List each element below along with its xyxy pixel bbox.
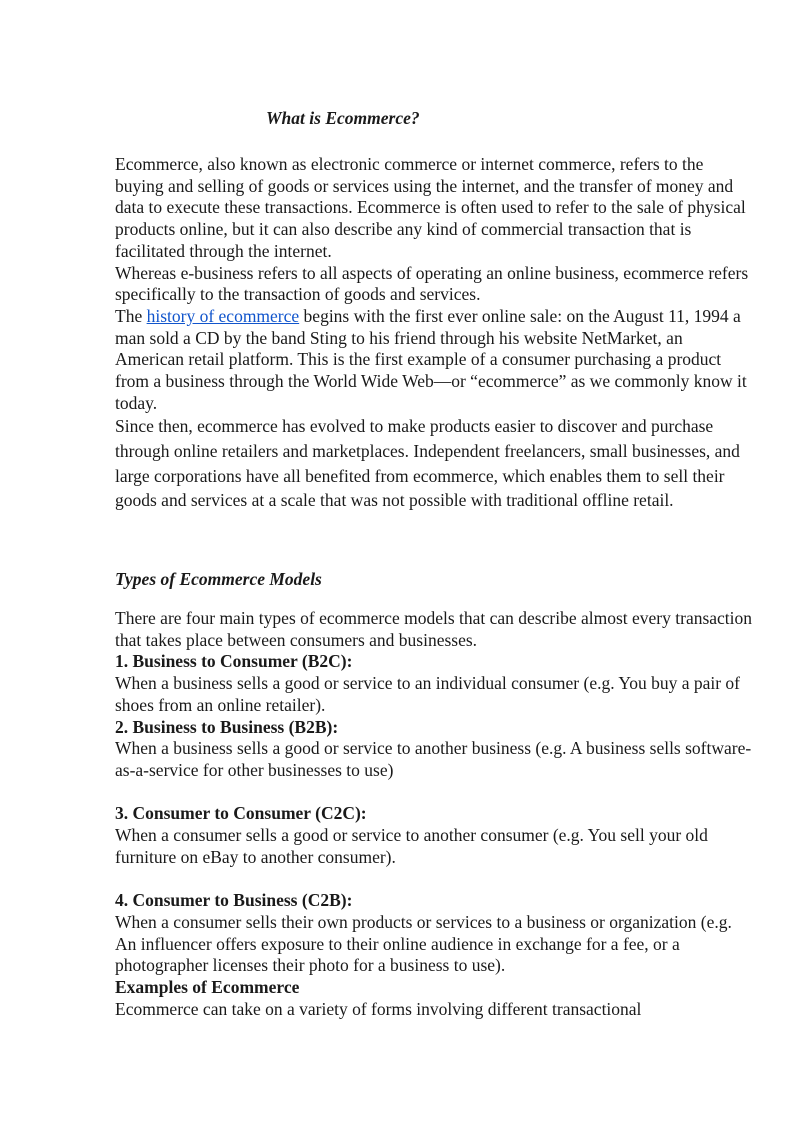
types-section xyxy=(115,608,755,1020)
intro-paragraph-1: Ecommerce, also known as electronic commerce or internet commerce, refers to the buying and selling of goods or services using the internet, and the transfer of money and data to execute these transactions. Ecommerce is often used to refer to the sale of physical products online, but it can also describe any kind of commercial transaction that is facilitated through the internet. xyxy=(115,154,746,261)
intro-paragraph-3-rest: begins with the first ever online sale: on the August 11, 1994 a man sold a CD by the band Sting to his friend through his website NetMarket, an American retail platform. This is the first example of a consumer purchasing a product from a business through the World Wide Web—or “ecommerce” as we commonly know it today. xyxy=(115,305,747,413)
examples-text: Ecommerce can take on a variety of forms involving different transactional xyxy=(115,998,642,1019)
model-heading-b2b: 2. Business to Business (B2B): xyxy=(115,716,339,737)
spacer xyxy=(115,868,755,890)
history-of-ecommerce-link[interactable]: history of ecommerce xyxy=(146,305,300,326)
intro-section xyxy=(115,154,755,513)
model-heading-c2c: 3. Consumer to Consumer (C2C): xyxy=(115,803,367,824)
types-lead: There are four main types of ecommerce models that can describe almost every transaction that takes place between consumers and businesses. xyxy=(115,608,753,650)
model-heading-b2c: 1. Business to Consumer (B2C): xyxy=(115,651,353,672)
types-heading: Types of Ecommerce Models xyxy=(115,569,322,589)
model-text-b2c: When a business sells a good or service to an individual consumer (e.g. You buy a pair of shoes from an online retailer). xyxy=(115,673,741,715)
model-text-b2b: When a business sells a good or service to another business (e.g. A business sells software-as-a-service for other businesses to use) xyxy=(115,738,752,780)
document-title: What is Ecommerce? xyxy=(266,108,420,128)
intro-paragraph-3 xyxy=(115,306,755,415)
intro-paragraph-3-lead: The xyxy=(115,305,147,326)
model-text-c2c: When a consumer sells a good or service to another consumer (e.g. You sell your old furniture on eBay to another consumer). xyxy=(115,825,708,867)
intro-paragraph-2: Whereas e-business refers to all aspects of operating an online business, ecommerce refers specifically to the transaction of goods and services. xyxy=(115,262,749,305)
examples-heading: Examples of Ecommerce xyxy=(115,976,300,997)
model-text-c2b: When a consumer sells their own products or services to a business or organization (e.g. An influencer offers exposure to their online audience in exchange for a fee, or a photographer licenses their photo for a business to use). xyxy=(115,911,732,976)
spacer xyxy=(115,782,755,804)
intro-paragraph-4: Since then, ecommerce has evolved to make products easier to discover and purchase through online retailers and marketplaces. Independent freelancers, small businesses, and large corporations have all benefited from ecommerce, which enables them to sell their goods and services at a scale that was not possible with traditional offline retail. xyxy=(115,416,740,511)
model-heading-c2b: 4. Consumer to Business (C2B): xyxy=(115,890,353,911)
